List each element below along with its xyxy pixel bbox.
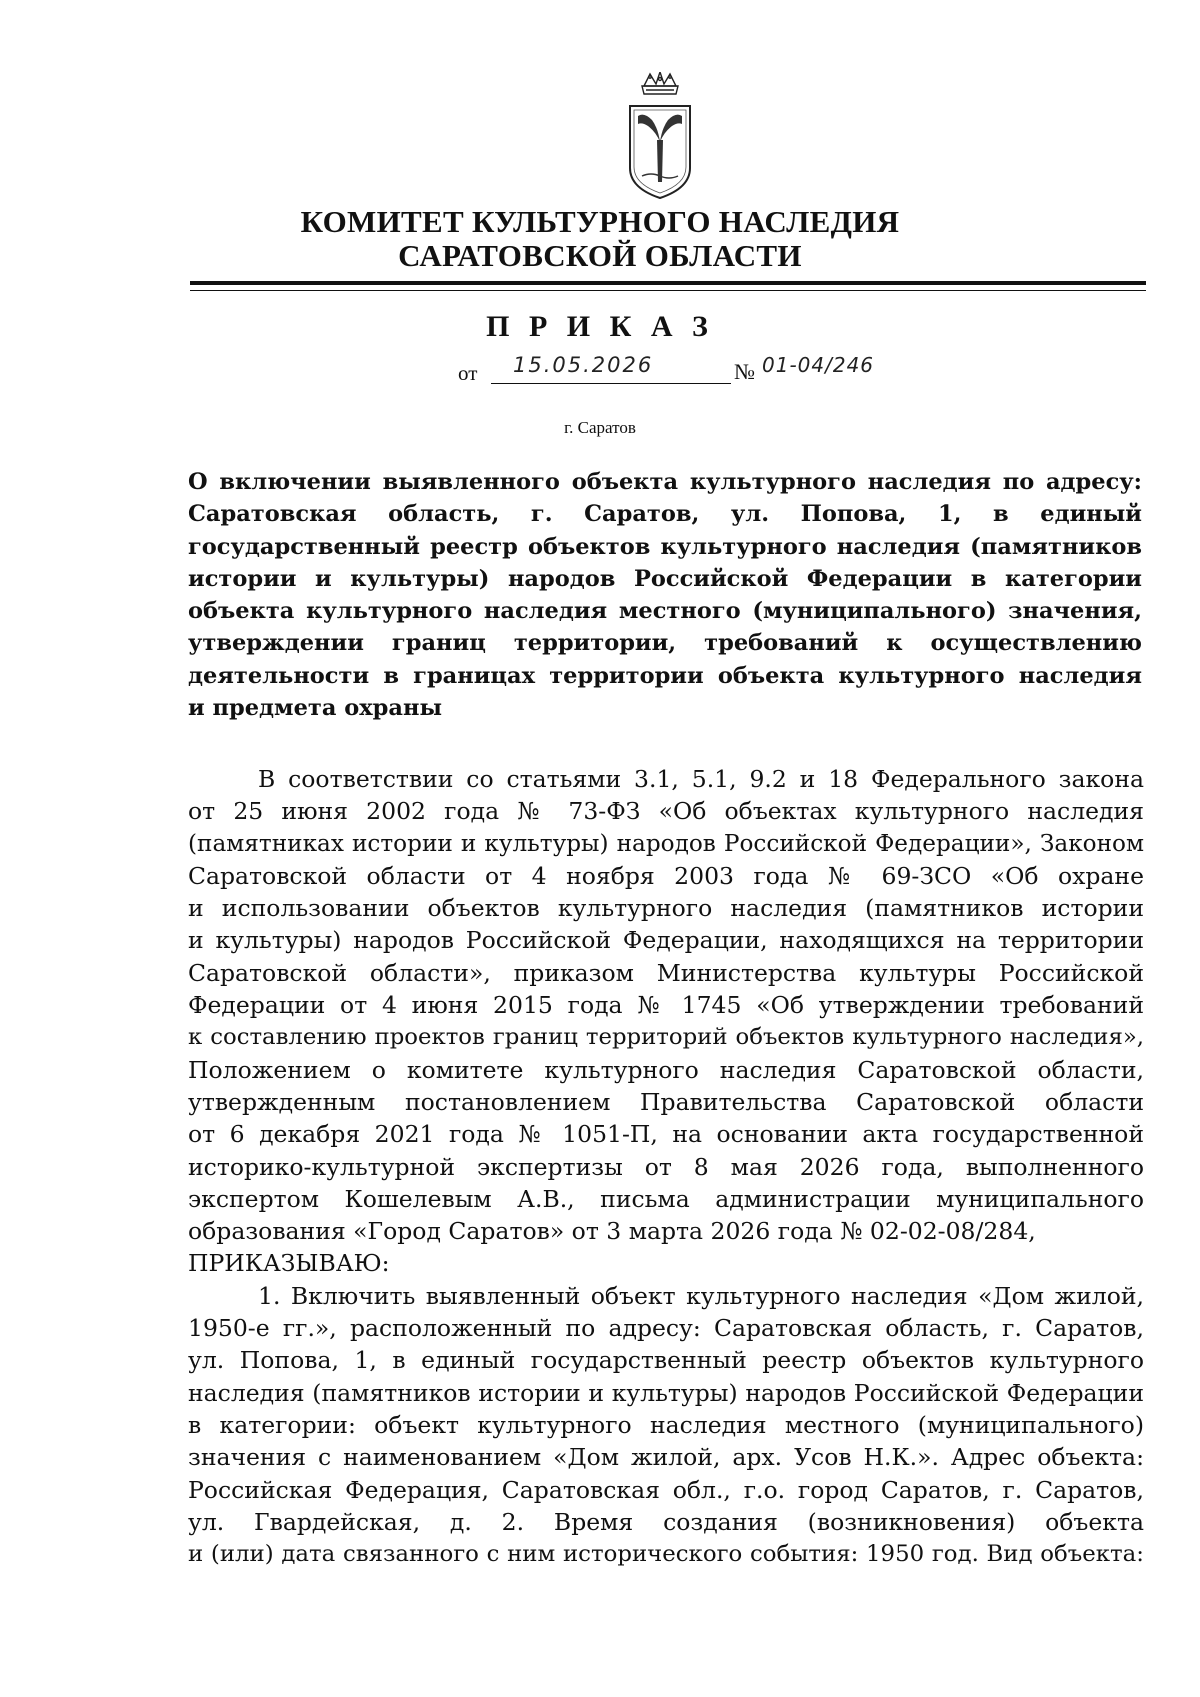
order-body <box>188 763 1144 1570</box>
city-label: г. Саратов <box>564 418 636 437</box>
date-underline <box>491 383 731 384</box>
organization-name-line2: САРАТОВСКОЙ ОБЛАСТИ <box>398 238 802 273</box>
coat-of-arms-emblem <box>622 72 698 200</box>
body-line: ул. Гвардейская, д. 2. Время создания (возникновения) объекта <box>188 1507 1144 1536</box>
order-subject <box>188 466 1142 724</box>
organization-name-line1: КОМИТЕТ КУЛЬТУРНОГО НАСЛЕДИЯ <box>300 204 900 239</box>
body-line: Российская Федерация, Саратовская обл., г.о. город Саратов, г. Саратов, <box>188 1475 1144 1504</box>
body-line: от 25 июня 2002 года № 73-ФЗ «Об объектах культурного наследия <box>188 797 1144 826</box>
order-date: 15.05.2026 <box>513 353 654 377</box>
subject-line: истории и культуры) народов Российской Федерации в категории <box>188 565 1142 592</box>
subject-line: и предмета охраны <box>188 695 443 722</box>
body-line: и культуры) народов Российской Федерации, находящихся на территории <box>188 926 1144 955</box>
header-divider-thin <box>190 290 1146 291</box>
subject-line: Саратовская область, г. Саратов, ул. Попова, 1, в единый <box>188 501 1142 528</box>
body-line: образования «Город Саратов» от 3 марта 2026 года № 02-02-08/284, <box>188 1217 1036 1246</box>
body-line: Саратовской области», приказом Министерства культуры Российской <box>188 958 1144 987</box>
body-line: Положением о комитете культурного наследия Саратовской области, <box>188 1055 1144 1084</box>
subject-line: утверждении границ территории, требований к осуществлению <box>188 630 1142 657</box>
body-line: в категории: объект культурного наследия местного (муниципального) <box>188 1410 1144 1439</box>
date-label: от <box>458 361 478 385</box>
body-line: Федерации от 4 июня 2015 года № 1745 «Об утверждении требований <box>188 991 1144 1020</box>
body-line: экспертом Кошелевым А.В., письма администрации муниципального <box>188 1184 1144 1213</box>
subject-line: деятельности в границах территории объекта культурного наследия <box>188 662 1142 689</box>
body-line: 1950-е гг.», расположенный по адресу: Саратовская область, г. Саратов, <box>188 1314 1144 1343</box>
body-line: и использовании объектов культурного наследия (памятников истории <box>188 894 1144 923</box>
body-line: утвержденным постановлением Правительства Саратовской области <box>188 1087 1144 1116</box>
body-line: значения с наименованием «Дом жилой, арх. Усов Н.К.». Адрес объекта: <box>188 1443 1144 1472</box>
body-line: ул. Попова, 1, в единый государственный реестр объектов культурного <box>188 1346 1144 1375</box>
body-line: от 6 декабря 2021 года № 1051-П, на основании акта государственной <box>188 1120 1144 1149</box>
subject-line: объекта культурного наследия местного (муниципального) значения, <box>188 598 1142 625</box>
number-label: № <box>734 359 755 384</box>
body-line: Саратовской области от 4 ноября 2003 года № 69-ЗСО «Об охране <box>188 861 1144 890</box>
body-line: ПРИКАЗЫВАЮ: <box>188 1249 390 1278</box>
subject-line: О включении выявленного объекта культурного наследия по адресу: <box>188 469 1142 495</box>
body-line: к составлению проектов границ территорий объектов культурного наследия», <box>188 1024 1144 1051</box>
body-line: историко-культурной экспертизы от 8 мая 2026 года, выполненного <box>188 1152 1144 1181</box>
body-line: В соответствии со статьями 3.1, 5.1, 9.2 и 18 Федерального закона <box>258 765 1144 793</box>
order-number: 01-04/246 <box>762 353 875 377</box>
body-line: и (или) дата связанного с ним исторического события: 1950 год. Вид объекта: <box>188 1541 1144 1568</box>
body-line: (памятниках истории и культуры) народов Российской Федерации», Законом <box>188 830 1144 857</box>
body-line: наследия (памятников истории и культуры) народов Российской Федерации <box>188 1378 1144 1407</box>
order-title: П Р И К А З <box>486 310 714 343</box>
body-line: 1. Включить выявленный объект культурного наследия «Дом жилой, <box>258 1281 1144 1310</box>
header-divider-thick <box>190 281 1146 285</box>
subject-line: государственный реестр объектов культурного наследия (памятников <box>188 533 1142 560</box>
